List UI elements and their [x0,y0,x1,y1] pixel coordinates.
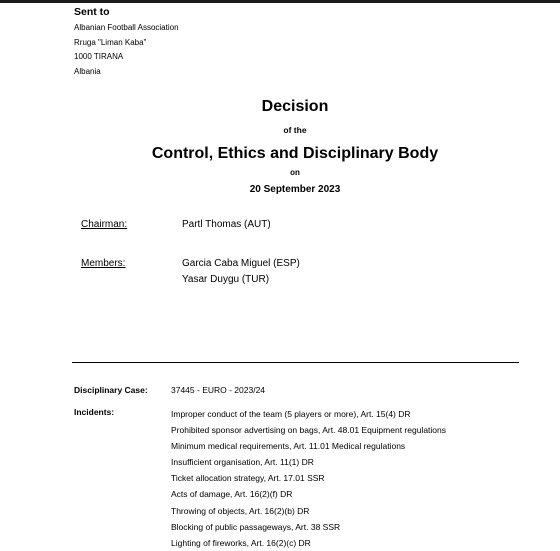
decision-of: of the [283,125,307,135]
case-label: Disciplinary Case: [74,385,148,395]
decision-on: on [290,168,300,177]
incident-item: Minimum medical requirements, Art. 11.01 Medical regulations [171,441,406,452]
incidents-list [171,406,446,551]
decision-date: 20 September 2023 [249,184,341,195]
incident-item: Prohibited sponsor advertising on bags, Art. 48.01 Equipment regulations [171,425,447,436]
decision-title: Decision [261,98,329,115]
section-divider [72,362,519,363]
incident-item: Lighting of fireworks, Art. 16(2)(c) DR [171,537,311,548]
incidents-label: Incidents: [74,407,115,417]
incident-item: Insufficient organisation, Art. 11(1) DR [171,457,314,468]
top-border [0,0,560,3]
member-name: Garcia Caba Miguel (ESP) [182,258,300,269]
address-line: Rruga "Liman Kaba" [74,37,147,47]
address-line: Albania [74,66,101,76]
chairman-name: Partl Thomas (AUT) [182,219,271,230]
incident-item: Improper conduct of the team (5 players or more), Art. 15(4) DR [171,409,411,419]
members-label: Members: [81,258,126,269]
incident-item: Blocking of public passageways, Art. 38 SSR [171,521,341,532]
sent-to-label: Sent to [74,6,110,18]
sent-to-block [74,6,179,79]
member-name: Yasar Duygu (TUR) [182,274,270,285]
decision-body-name: Control, Ethics and Disciplinary Body [151,145,439,162]
chairman-label: Chairman: [81,219,128,230]
incident-item: Acts of damage, Art. 16(2)(f) DR [171,489,293,500]
address-line: 1000 TIRANA [74,52,124,62]
case-value: 37445 - EURO - 2023/24 [171,385,266,395]
incident-item: Ticket allocation strategy, Art. 17.01 SSR [171,473,325,484]
incident-item: Throwing of objects, Art. 16(2)(b) DR [171,505,310,516]
address-line: Albanian Football Association [74,23,179,32]
